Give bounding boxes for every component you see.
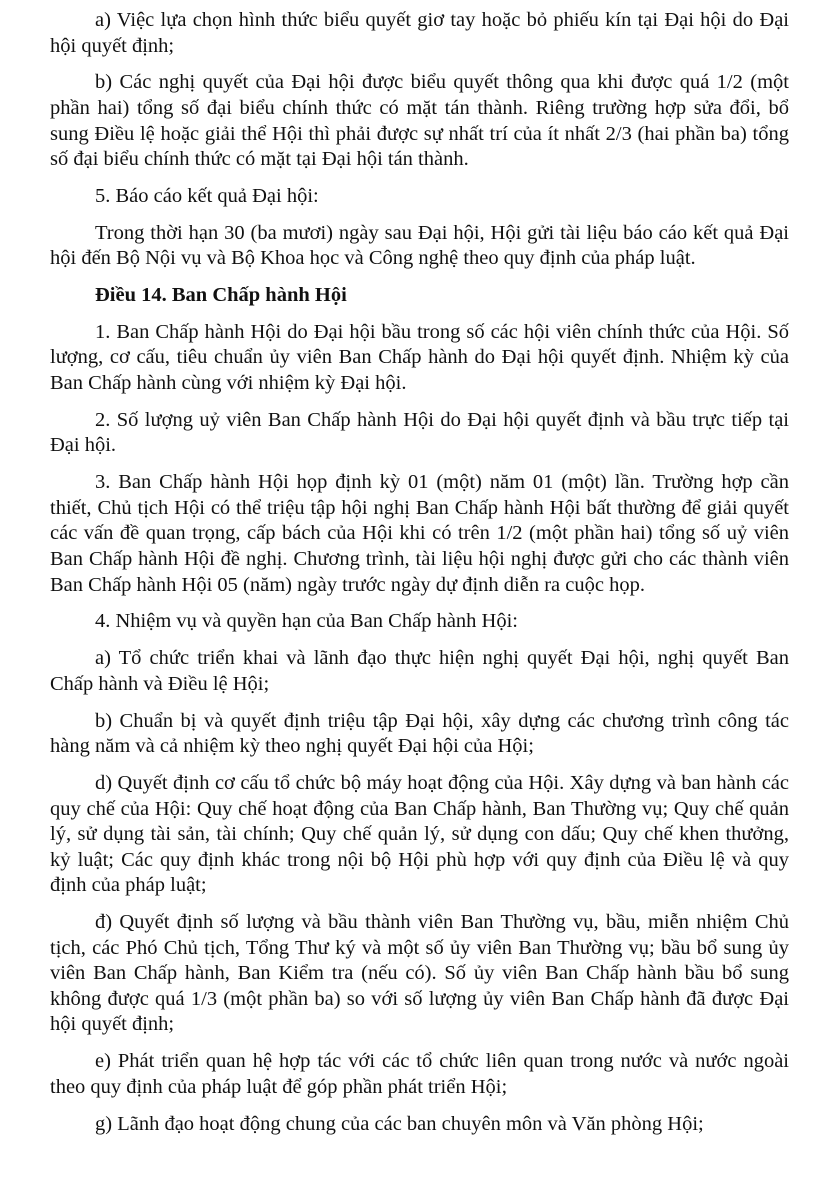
- article-14-heading: Điều 14. Ban Chấp hành Hội: [95, 284, 347, 307]
- paragraph-voting-method: a) Việc lựa chọn hình thức biểu quyết giơ tay hoặc bỏ phiếu kín tại Đại hội do Đại hội quyết định;: [50, 9, 789, 57]
- paragraph-duty-d: d) Quyết định cơ cấu tổ chức bộ máy hoạt động của Hội. Xây dựng và ban hành các quy chế của Hội: Quy chế hoạt động của Ban Chấp hành, Ban Thường vụ; Quy chế quản lý, sử dụng tài sản, tài chính; Quy chế quản lý, sử dụng con dấu; Quy chế khen thưởng, kỷ luật; Các quy định khác trong nội bộ Hội phù hợp với quy định của Điều lệ và quy định của pháp luật;: [50, 771, 789, 897]
- paragraph-congress-report-title: 5. Báo cáo kết quả Đại hội:: [95, 184, 319, 207]
- paragraph-duty-dd: đ) Quyết định số lượng và bầu thành viên Ban Thường vụ, bầu, miễn nhiệm Chủ tịch, các Phó Chủ tịch, Tổng Thư ký và một số ủy viên Ban Thường vụ; bầu bổ sung ủy viên Ban Chấp hành, Ban Kiểm tra (nếu có). Số ủy viên Ban Chấp hành bầu bổ sung không được quá 1/3 (một phần ba) so với số lượng ủy viên Ban Chấp hành đã được Đại hội quyết định;: [50, 911, 789, 1036]
- paragraph-duty-b: b) Chuẩn bị và quyết định triệu tập Đại hội, xây dựng các chương trình công tác hàng năm và cả nhiệm kỳ theo nghị quyết Đại hội của Hội;: [50, 709, 789, 758]
- paragraph-executive-board-size: 2. Số lượng uỷ viên Ban Chấp hành Hội do Đại hội quyết định và bầu trực tiếp tại Đại hội.: [50, 408, 789, 457]
- paragraph-congress-report-deadline: Trong thời hạn 30 (ba mươi) ngày sau Đại hội, Hội gửi tài liệu báo cáo kết quả Đại hội đến Bộ Nội vụ và Bộ Khoa học và Công nghệ theo quy định của pháp luật.: [50, 221, 789, 270]
- paragraph-duties-title: 4. Nhiệm vụ và quyền hạn của Ban Chấp hành Hội:: [95, 610, 519, 633]
- paragraph-executive-board-meetings: 3. Ban Chấp hành Hội họp định kỳ 01 (một) năm 01 (một) lần. Trường hợp cần thiết, Chủ tịch Hội có thể triệu tập hội nghị Ban Chấp hành Hội bất thường để giải quyết các vấn đề quan trọng, cấp bách của Hội khi có trên 1/2 (một phần hai) tổng số uỷ viên Ban Chấp hành Hội đề nghị. Chương trình, tài liệu hội nghị được gửi cho các thành viên Ban Chấp hành Hội 05 (năm) ngày trước ngày dự định diễn ra cuộc họp.: [50, 471, 789, 596]
- paragraph-resolution-approval: b) Các nghị quyết của Đại hội được biểu quyết thông qua khi được quá 1/2 (một phần hai) tổng số đại biểu chính thức có mặt tán thành. Riêng trường hợp sửa đổi, bổ sung Điều lệ hoặc giải thể Hội thì phải được sự nhất trí của ít nhất 2/3 (hai phần ba) tổng số đại biểu chính thức có mặt tại Đại hội tán thành.: [50, 71, 789, 171]
- paragraph-executive-board-election: 1. Ban Chấp hành Hội do Đại hội bầu trong số các hội viên chính thức của Hội. Số lượng, cơ cấu, tiêu chuẩn ủy viên Ban Chấp hành do Đại hội quyết định. Nhiệm kỳ của Ban Chấp hành cùng với nhiệm kỳ Đại hội.: [50, 320, 789, 395]
- paragraph-duty-e: e) Phát triển quan hệ hợp tác với các tổ chức liên quan trong nước và nước ngoài theo quy định của pháp luật để góp phần phát triển Hội;: [50, 1050, 789, 1098]
- paragraph-duty-g: g) Lãnh đạo hoạt động chung của các ban chuyên môn và Văn phòng Hội;: [95, 1112, 704, 1135]
- paragraph-duty-a: a) Tổ chức triển khai và lãnh đạo thực hiện nghị quyết Đại hội, nghị quyết Ban Chấp hành và Điều lệ Hội;: [50, 647, 789, 695]
